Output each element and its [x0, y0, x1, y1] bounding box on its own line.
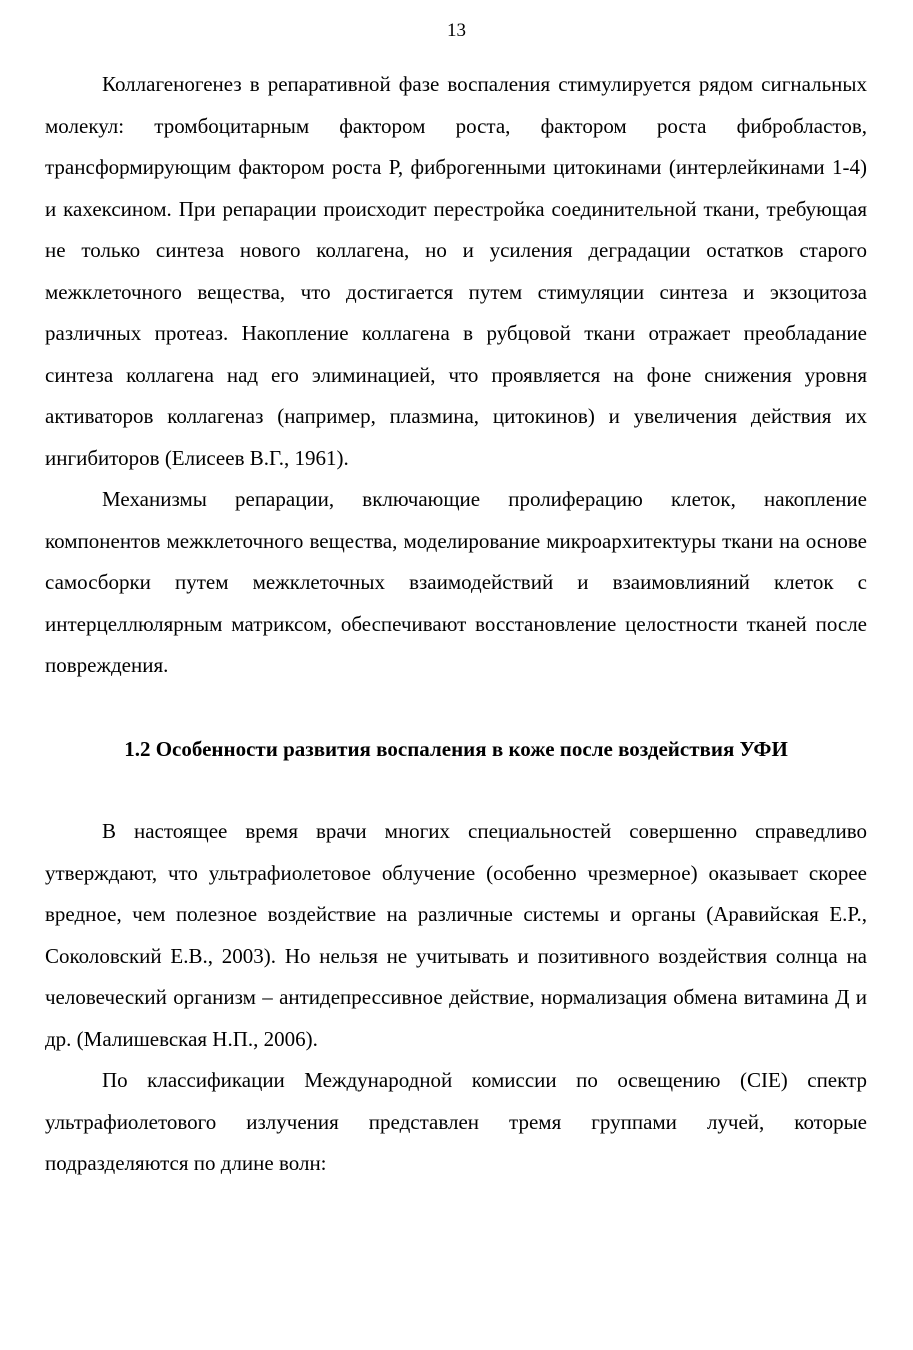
paragraph-cie-classification: По классификации Международной комиссии по освещению (CIE) спектр ультрафиолетового излучения представлен тремя группами лучей, которые подразделяются по длине волн:: [45, 1068, 867, 1175]
paragraph-reparation-mechanisms: Механизмы репарации, включающие пролиферацию клеток, накопление компонентов межклеточного вещества, моделирование микроархитектуры ткани на основе самосборки путем межклеточных взаимодействий и взаимовлияний клеток с интерцеллюлярным матриксом, обеспечивают восстановление целостности тканей после повреждения.: [45, 487, 867, 677]
page-body: [45, 64, 867, 1185]
section-heading: 1.2 Особенности развития воспаления в коже после воздействия УФИ: [124, 736, 788, 761]
spacer: [45, 770, 867, 811]
paragraph-uv-effects: В настоящее время врачи многих специальностей совершенно справедливо утверждают, что ультрафиолетовое облучение (особенно чрезмерное) оказывает скорее вредное, чем полезное воздействие на различные системы и органы (Аравийская Е.Р., Соколовский Е.В., 2003). Но нельзя не учитывать и позитивного воздействия солнца на человеческий организм – антидепрессивное действие, нормализация обмена витамина Д и др. (Малишевская Н.П., 2006).: [45, 819, 867, 1051]
paragraph-collagenogenesis: Коллагеногенез в репаративной фазе воспаления стимулируется рядом сигнальных молекул: тромбоцитарным фактором роста, фактором роста фибробластов, трансформирующим фактором роста Р, фиброгенными цитокинами (интерлейкинами 1-4) и кахексином. При репарации происходит перестройка соединительной ткани, требующая не только синтеза нового коллагена, но и усиления деградации остатков старого межклеточного вещества, что достигается путем стимуляции синтеза и экзоцитоза различных протеаз. Накопление коллагена в рубцовой ткани отражает преобладание синтеза коллагена над его элиминацией, что проявляется на фоне снижения уровня активаторов коллагеназ (например, плазмина, цитокинов) и увеличения действия их ингибиторов (Елисеев В.Г., 1961).: [45, 72, 867, 470]
spacer: [45, 687, 867, 729]
page-number: 13: [447, 20, 466, 41]
